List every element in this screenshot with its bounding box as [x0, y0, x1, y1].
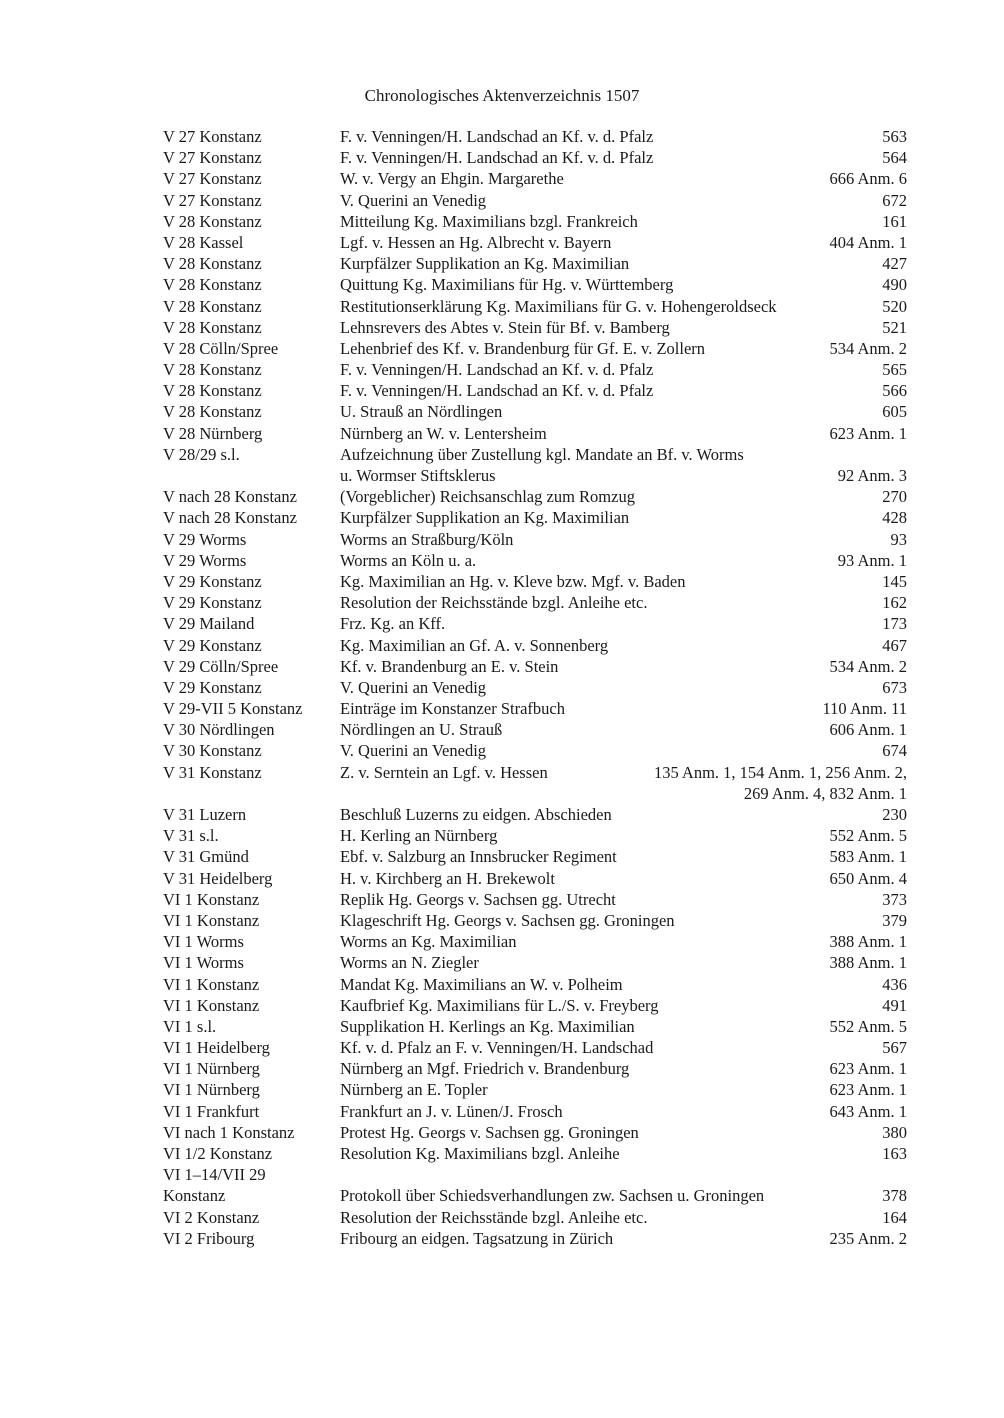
entry-date: VI 2 Fribourg: [163, 1228, 255, 1248]
entry-reference: 145: [882, 571, 907, 591]
entry-reference: 650 Anm. 4: [829, 868, 907, 888]
entry-date: V 28 Konstanz: [163, 381, 262, 401]
entry-description: Restitutionserklärung Kg. Maximilians für G. v. Hohengeroldseck: [340, 296, 777, 316]
entry-description: Kurpfälzer Supplikation an Kg. Maximilian: [340, 508, 630, 528]
list-item: [163, 931, 907, 952]
entry-reference: 623 Anm. 1: [829, 423, 907, 443]
entry-reference: 92 Anm. 3: [837, 466, 907, 485]
entry-date: VI 1/2 Konstanz: [163, 1144, 273, 1163]
list-item: [163, 571, 907, 592]
entry-description: Mandat Kg. Maximilians an W. v. Polheim: [340, 974, 623, 994]
entry-description: V. Querini an Venedig: [340, 190, 487, 210]
entry-date: VI 1 Konstanz: [163, 974, 260, 994]
list-item: [163, 190, 907, 211]
entry-reference: 467: [882, 635, 907, 655]
entry-reference: 666 Anm. 6: [829, 169, 907, 189]
entry-reference: 436: [882, 974, 907, 994]
entry-date: V 28 Cölln/Spree: [163, 338, 279, 358]
list-item: [163, 211, 907, 232]
entry-reference: 164: [882, 1207, 907, 1227]
entry-description: Quittung Kg. Maximilians für Hg. v. Württemberg: [340, 275, 674, 295]
entry-date: VI 1 Konstanz: [163, 910, 260, 930]
entry-reference: 427: [882, 254, 907, 274]
list-item: [163, 507, 907, 528]
entry-date: VI 1 Worms: [163, 953, 244, 973]
entry-reference: 269 Anm. 4, 832 Anm. 1: [743, 783, 907, 803]
list-item: [163, 550, 907, 571]
entry-reference: 605: [882, 402, 907, 422]
entry-description: Kurpfälzer Supplikation an Kg. Maximilian: [340, 254, 630, 274]
list-item: [163, 465, 907, 486]
entry-description: Nürnberg an Mgf. Friedrich v. Brandenburg: [340, 1059, 630, 1079]
entry-reference: 490: [882, 275, 907, 295]
entry-description: Supplikation H. Kerlings an Kg. Maximilian: [340, 1016, 635, 1036]
entry-reference: 373: [882, 889, 907, 909]
entry-reference: 388 Anm. 1: [829, 953, 907, 973]
entry-description: Frz. Kg. an Kff.: [340, 614, 446, 634]
entry-description: Nürnberg an E. Topler: [340, 1080, 488, 1100]
entry-description: Worms an Köln u. a.: [340, 550, 477, 570]
entry-reference: 135 Anm. 1, 154 Anm. 1, 256 Anm. 2,: [653, 762, 907, 782]
list-item: [163, 168, 907, 189]
entry-date: V 28 Konstanz: [163, 275, 262, 295]
list-item: [163, 825, 907, 846]
entry-description: Lehenbrief des Kf. v. Brandenburg für Gf. E. v. Zollern: [340, 338, 706, 358]
entry-date: V 27 Konstanz: [163, 127, 262, 146]
list-item: [163, 995, 907, 1016]
list-item: [163, 1037, 907, 1058]
entry-reference: 564: [882, 148, 907, 168]
entry-date: V nach 28 Konstanz: [163, 508, 297, 528]
entry-description: Protokoll über Schiedsverhandlungen zw. Sachsen u. Groningen: [340, 1186, 765, 1206]
entry-description: H. Kerling an Nürnberg: [340, 826, 498, 846]
entry-description: Lgf. v. Hessen an Hg. Albrecht v. Bayern: [340, 232, 612, 252]
entry-date: V 31 Gmünd: [163, 847, 249, 867]
entry-date: V 29 Worms: [163, 550, 247, 570]
entry-reference: 606 Anm. 1: [829, 720, 907, 740]
entry-reference: 491: [882, 995, 907, 1015]
entry-description: Z. v. Serntein an Lgf. v. Hessen: [340, 762, 548, 782]
entry-reference: 230: [882, 805, 907, 824]
entry-date: V 28 Konstanz: [163, 402, 262, 422]
entry-description: F. v. Venningen/H. Landschad an Kf. v. d. Pfalz: [340, 148, 654, 168]
entry-date: V 27 Konstanz: [163, 148, 262, 168]
entry-description: F. v. Venningen/H. Landschad an Kf. v. d. Pfalz: [340, 381, 654, 401]
entry-date: VI 1 Konstanz: [163, 995, 260, 1015]
list-item: [163, 592, 907, 613]
entry-reference: 163: [882, 1144, 907, 1163]
entry-reference: 534 Anm. 2: [829, 338, 907, 358]
list-item: [163, 1122, 907, 1143]
entry-reference: 552 Anm. 5: [829, 1016, 907, 1036]
entry-reference: 270: [882, 487, 907, 507]
entry-description: Protest Hg. Georgs v. Sachsen gg. Groningen: [340, 1122, 639, 1142]
entry-reference: 93: [890, 529, 907, 549]
list-item: [163, 1228, 907, 1249]
entry-date: V 29-VII 5 Konstanz: [163, 699, 303, 719]
list-item: [163, 698, 907, 719]
entry-description: Kf. v. d. Pfalz an F. v. Venningen/H. Landschad: [340, 1038, 654, 1058]
list-item: [163, 1185, 907, 1206]
entry-description: Aufzeichnung über Zustellung kgl. Mandate an Bf. v. Worms: [340, 444, 744, 464]
entry-description: Frankfurt an J. v. Lünen/J. Frosch: [340, 1101, 563, 1121]
entry-date: V 28 Kassel: [163, 232, 244, 252]
entry-date: VI 1 Frankfurt: [163, 1101, 260, 1121]
list-item: [163, 804, 907, 825]
entry-date: VI nach 1 Konstanz: [163, 1122, 295, 1142]
entry-date: VI 2 Konstanz: [163, 1207, 260, 1227]
list-item: [163, 317, 907, 338]
list-item: [163, 1079, 907, 1100]
entry-date: V 28 Konstanz: [163, 296, 262, 316]
list-item: [163, 359, 907, 380]
list-item: [163, 486, 907, 507]
entry-date: V 28/29 s.l.: [163, 444, 240, 464]
list-item: [163, 1016, 907, 1037]
entry-date: V 29 Konstanz: [163, 571, 262, 591]
entry-date: VI 1 Worms: [163, 932, 244, 952]
list-item: [163, 719, 907, 740]
entry-description: Resolution Kg. Maximilians bzgl. Anleihe: [340, 1144, 620, 1163]
list-item: [163, 232, 907, 253]
list-item: [163, 613, 907, 634]
list-item: [163, 253, 907, 274]
entry-date: V 28 Konstanz: [163, 317, 262, 337]
list-item: [163, 126, 907, 147]
entry-date: V 30 Konstanz: [163, 741, 262, 761]
entry-reference: 563: [882, 127, 907, 146]
entry-date: V 29 Mailand: [163, 614, 255, 634]
entry-reference: 566: [882, 381, 907, 401]
list-item: [163, 910, 907, 931]
entry-description: u. Wormser Stiftsklerus: [340, 466, 496, 485]
list-item: [163, 656, 907, 677]
entry-date: V 30 Nördlingen: [163, 720, 275, 740]
entry-description: Resolution der Reichsstände bzgl. Anleihe etc.: [340, 1207, 648, 1227]
entry-date: V 31 Heidelberg: [163, 868, 273, 888]
entry-description: (Vorgeblicher) Reichsanschlag zum Romzug: [340, 487, 635, 507]
entry-description: F. v. Venningen/H. Landschad an Kf. v. d. Pfalz: [340, 127, 654, 146]
entry-date: V 28 Konstanz: [163, 211, 262, 231]
list-item: [163, 1164, 907, 1185]
entry-description: Nürnberg an W. v. Lentersheim: [340, 423, 547, 443]
entry-date: V 29 Konstanz: [163, 635, 262, 655]
list-item: [163, 401, 907, 422]
entry-date: VI 1–14/VII 29: [163, 1165, 266, 1185]
entry-reference: 521: [882, 317, 907, 337]
entry-description: Worms an Straßburg/Köln: [340, 529, 514, 549]
entry-reference: 643 Anm. 1: [829, 1101, 907, 1121]
list-item: [163, 635, 907, 656]
list-item: [163, 444, 907, 465]
entry-reference: 388 Anm. 1: [829, 932, 907, 952]
entry-description: Klageschrift Hg. Georgs v. Sachsen gg. Groningen: [340, 910, 675, 930]
entry-reference: 552 Anm. 5: [829, 826, 907, 846]
entry-description: Ebf. v. Salzburg an Innsbrucker Regiment: [340, 847, 617, 867]
entries-list: [163, 126, 907, 1249]
list-item: [163, 783, 907, 804]
entry-reference: 235 Anm. 2: [829, 1228, 907, 1248]
entry-description: V. Querini an Venedig: [340, 741, 487, 761]
entry-date: V nach 28 Konstanz: [163, 487, 297, 507]
entry-reference: 583 Anm. 1: [829, 847, 907, 867]
entry-description: Kaufbrief Kg. Maximilians für L./S. v. Freyberg: [340, 995, 659, 1015]
entry-reference: 428: [882, 508, 907, 528]
entry-reference: 161: [882, 211, 907, 231]
entry-date: Konstanz: [163, 1186, 226, 1206]
entry-description: Lehnsrevers des Abtes v. Stein für Bf. v. Bamberg: [340, 317, 670, 337]
entry-description: Beschluß Luzerns zu eidgen. Abschieden: [340, 805, 612, 824]
entry-description: H. v. Kirchberg an H. Brekewolt: [340, 868, 555, 888]
list-item: [163, 338, 907, 359]
entry-reference: 674: [882, 741, 907, 761]
entry-date: V 31 s.l.: [163, 826, 219, 846]
list-item: [163, 974, 907, 995]
entry-description: Replik Hg. Georgs v. Sachsen gg. Utrecht: [340, 889, 616, 909]
entry-reference: 623 Anm. 1: [829, 1080, 907, 1100]
list-item: [163, 1101, 907, 1122]
list-item: [163, 147, 907, 168]
entry-description: Mitteilung Kg. Maximilians bzgl. Frankreich: [340, 211, 638, 231]
entry-description: Resolution der Reichsstände bzgl. Anleihe etc.: [340, 593, 648, 613]
running-head: Chronologisches Aktenverzeichnis 1507: [364, 86, 640, 105]
entry-description: U. Strauß an Nördlingen: [340, 402, 503, 422]
entry-reference: 404 Anm. 1: [829, 232, 907, 252]
list-item: [163, 1058, 907, 1079]
list-item: [163, 740, 907, 761]
entry-date: V 28 Konstanz: [163, 254, 262, 274]
entry-reference: 173: [882, 614, 907, 634]
list-item: [163, 762, 907, 783]
list-item: [163, 1207, 907, 1228]
list-item: [163, 423, 907, 444]
entry-date: V 28 Konstanz: [163, 360, 262, 380]
entry-reference: 623 Anm. 1: [829, 1059, 907, 1079]
list-item: [163, 296, 907, 317]
list-item: [163, 677, 907, 698]
entry-description: Worms an Kg. Maximilian: [340, 932, 517, 952]
entry-date: V 27 Konstanz: [163, 169, 262, 189]
entry-date: VI 1 s.l.: [163, 1016, 217, 1036]
entry-description: W. v. Vergy an Ehgin. Margarethe: [340, 169, 564, 189]
entry-date: V 28 Nürnberg: [163, 423, 263, 443]
entry-reference: 380: [882, 1122, 907, 1142]
entry-reference: 565: [882, 360, 907, 380]
entry-reference: 162: [882, 593, 907, 613]
entry-reference: 110 Anm. 11: [822, 699, 907, 719]
entry-description: Kg. Maximilian an Gf. A. v. Sonnenberg: [340, 635, 609, 655]
entry-reference: 534 Anm. 2: [829, 656, 907, 676]
entry-date: VI 1 Konstanz: [163, 889, 260, 909]
entry-reference: 379: [882, 910, 907, 930]
list-item: [163, 380, 907, 401]
entry-description: Fribourg an eidgen. Tagsatzung in Zürich: [340, 1228, 614, 1248]
list-item: [163, 868, 907, 889]
entry-date: V 29 Worms: [163, 529, 247, 549]
list-item: [163, 846, 907, 867]
entry-description: Worms an N. Ziegler: [340, 953, 479, 973]
entry-date: VI 1 Nürnberg: [163, 1059, 260, 1079]
entry-reference: 378: [882, 1186, 907, 1206]
entry-date: VI 1 Nürnberg: [163, 1080, 260, 1100]
entry-description: Kg. Maximilian an Hg. v. Kleve bzw. Mgf. v. Baden: [340, 571, 686, 591]
entry-reference: 673: [882, 677, 907, 697]
entry-date: V 29 Cölln/Spree: [163, 656, 279, 676]
entry-description: Nördlingen an U. Strauß: [340, 720, 503, 740]
list-item: [163, 952, 907, 973]
list-item: [163, 529, 907, 550]
entry-description: V. Querini an Venedig: [340, 677, 487, 697]
entry-date: V 31 Konstanz: [163, 762, 262, 782]
list-item: [163, 889, 907, 910]
entry-reference: 93 Anm. 1: [837, 550, 907, 570]
entry-date: V 29 Konstanz: [163, 677, 262, 697]
entry-date: V 29 Konstanz: [163, 593, 262, 613]
entry-description: Kf. v. Brandenburg an E. v. Stein: [340, 656, 559, 676]
entry-reference: 520: [882, 296, 907, 316]
list-item: [163, 274, 907, 295]
list-item: [163, 1143, 907, 1164]
entry-description: F. v. Venningen/H. Landschad an Kf. v. d. Pfalz: [340, 360, 654, 380]
entry-date: V 31 Luzern: [163, 805, 247, 824]
entry-reference: 672: [882, 190, 907, 210]
entry-reference: 567: [882, 1038, 907, 1058]
entry-date: V 27 Konstanz: [163, 190, 262, 210]
entry-date: VI 1 Heidelberg: [163, 1038, 270, 1058]
entry-description: Einträge im Konstanzer Strafbuch: [340, 699, 565, 719]
